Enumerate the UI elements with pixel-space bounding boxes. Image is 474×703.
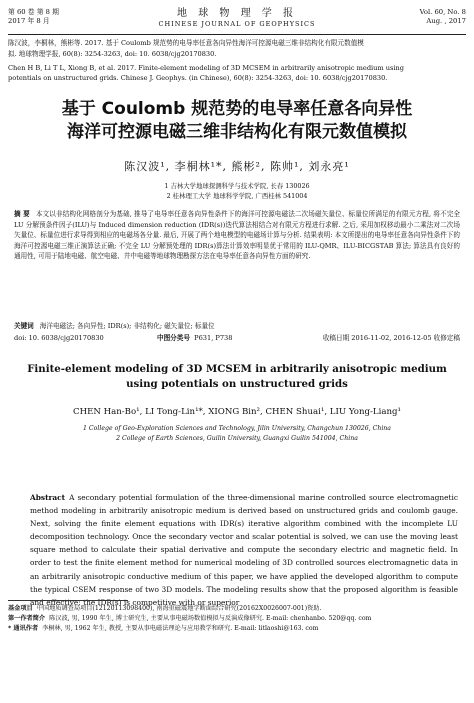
abstract-en-text: A secondary potential formulation of the three-dimensional marine controlled source electromagnetic method modeling in arbitrarily anisotropic medium is derived based on unstructured grids and coulomb gauge. Next, solving the finite element equations with IDR(s) iterative algorithm combined with the incomplete LU decomposition technology. Once the secondary vector and scalar potential is solved, we can use the moving least square method to calculate their spatial derivative and compute the secondary electric and magnetic field. In order to test the finite element method for numerical modeling of 3D controlled sources electromagnetic data in an arbitrarily anisotropic conductive medium of this paper, we have applied the developed algorithm to compute the typical CSEM response of two 3D models. The modeling results show that the proposed algorithm is feasible and effective; the IDR(s) is competitive with or superior: [30, 493, 458, 607]
keywords-cn-text: 海洋电磁法; 各向异性; IDR(s); 非结构化; 磁矢量位; 标量位: [39, 322, 215, 330]
title-en: [8, 362, 466, 392]
volume-line: 第 60 卷 第 8 期: [8, 8, 59, 16]
title-cn-line2: 海洋可控源电磁三维非结构化有限元数值模拟: [67, 122, 407, 142]
title-cn: [8, 98, 466, 144]
first-author-label: 第一作者简介: [8, 615, 46, 622]
classification: [157, 333, 232, 343]
footnote-fund: [8, 604, 466, 614]
classification-label: 中图分类号: [157, 334, 190, 342]
fund-label: 基金项目: [8, 605, 33, 612]
citation-block: [8, 38, 466, 84]
journal-name: [8, 8, 466, 29]
title-cn-line1: 基于 Coulomb 规范势的电导率任意各向异性: [61, 99, 413, 119]
citation-cn-line1: 陈汉波，李桐林，熊彬等. 2017. 基于 Coulomb 规范势的电导率任意各向异性海洋可控源电磁三维非结构化有限元数值模: [8, 39, 364, 47]
classification-value: P631, P738: [194, 334, 233, 342]
footnote-rule: [8, 600, 128, 601]
header-rule: [8, 34, 466, 35]
footnote-first-author: [8, 614, 466, 624]
journal-name-cn: 地 球 物 理 学 报: [177, 8, 297, 19]
citation-en-line2: potentials on unstructured grids. Chinese J. Geophys. (in Chinese), 60(8): 3254-3263, doi: 10. 6038/cjg20170830.: [8, 74, 388, 83]
authors-en: CHEN Han-Bo¹, LI Tong-Lin¹*, XIONG Bin², CHEN Shuai¹, LIU Yong-Liang¹: [73, 407, 401, 417]
corresponding-text: 李桐林, 男, 1962 年生, 教授, 主要从事电磁法理论与应用教学和研究. E-mail: litlaoshi@163. com: [42, 625, 319, 632]
citation-cn-line2: 拟. 地球物理学报, 60(8): 3254-3263, doi: 10. 6038/cjg20170830.: [8, 49, 217, 58]
keywords-cn: [14, 321, 460, 331]
fund-text: 中国地质调查局项目(12120113098400), 南海重磁震地学断面综合研究(20162X0026007-001)资助.: [36, 605, 322, 612]
title-en-line2: using potentials on unstructured grids: [126, 378, 348, 390]
abstract-cn-text: 本文以非结构化网格剖分为基础, 推导了电导率任意各向异性条件下的海洋可控源电磁法二次场磁矢量位、标量位所满足的有限元方程, 将不完全 LU 分解预条件因子(ILU)与 Induced dimension reduction (IDR(s))迭代算法相结合对有限元方程进行求解. 之后, 采用加权移动最小二乘法对二次场矢量位、标量位进行求导得到相应的电磁场各分量. 最后, 开展了两个地电模型的电磁场计算与分析. 结果表明: 本文所提出的电导率任意各向异性条件下的海洋可控源电磁三维正演算法正确; 不完全 LU 分解预处理的 IDR(s)算法计算效率明显优于常用的 ILU-QMR、ILU-BICGSTAB 算法; 算法具有良好的通用性, 可用于陆地电磁、航空电磁、井中电磁等地球物理勘探方法在电导率任意各向异性方面的研究.: [14, 210, 461, 260]
abstract-cn-label: 摘 要: [14, 210, 30, 218]
abstract-en-label: Abstract: [30, 493, 66, 502]
abstract-en: [30, 491, 458, 609]
affiliations-en: [8, 424, 466, 444]
abstract-cn: [14, 209, 460, 262]
affiliations-cn: [8, 181, 466, 201]
keywords-cn-label: 关键词: [14, 322, 34, 330]
affiliation-en-2: 2 College of Earth Sciences, Guilin University, Guangxi Guilin 541004, China: [116, 435, 358, 442]
volume-line-en: Vol. 60, No. 8: [419, 8, 466, 16]
running-header: [8, 8, 466, 32]
doi: doi: 10. 6038/cjg20170830: [14, 334, 104, 342]
date-line: 2017 年 8 月: [8, 17, 50, 25]
affiliation-cn-2: 2 桂林理工大学 地球科学学院, 广西桂林 541004: [166, 192, 308, 200]
journal-name-en: CHINESE JOURNAL OF GEOPHYSICS: [158, 20, 316, 28]
title-en-line1: Finite-element modeling of 3D MCSEM in arbitrarily anisotropic medium: [27, 363, 447, 375]
citation-en-line1: Chen H B, Li T L, Xiong B, et al. 2017. Finite-element modeling of 3D MCSEM in arbitrarily anisotropic medium using: [8, 63, 404, 72]
affiliation-en-1: 1 College of Geo-Exploration Sciences and Technology, Jilin University, Changchun 130026, China: [83, 425, 391, 432]
footnotes: [8, 604, 466, 634]
affiliation-cn-1: 1 吉林大学地球探测科学与技术学院, 长春 130026: [164, 182, 310, 190]
corresponding-label: * 通讯作者: [8, 625, 39, 632]
authors-cn: 陈汉波¹, 李桐林¹*, 熊彬², 陈帅¹, 刘永亮¹: [124, 160, 350, 173]
received-dates: 收稿日期 2016-11-02, 2016-12-05 收修定稿: [322, 334, 460, 342]
footnote-corresponding: [8, 624, 466, 634]
first-author-text: 陈汉波, 男, 1990 年生, 博士研究生, 主要从事电磁场数值模拟与反演成像研究. E-mail: chenhanbo. 520@qq. com: [49, 615, 372, 622]
volume-issue-en: [420, 8, 466, 26]
date-line-en: Aug. , 2017: [426, 17, 466, 25]
